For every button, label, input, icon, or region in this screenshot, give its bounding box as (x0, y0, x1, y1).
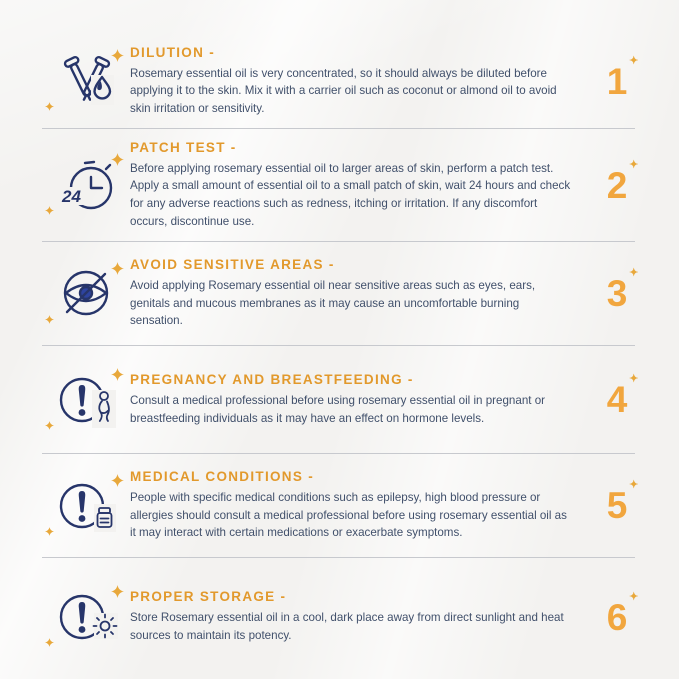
no-eye-icon-svg (54, 262, 118, 326)
section-row-medical-conditions (42, 454, 653, 557)
icon-col-2 (42, 153, 130, 217)
pregnancy-alert-icon (54, 368, 118, 432)
num-col-1 (581, 54, 653, 102)
content-col-1 (130, 45, 581, 118)
step-number-badge (606, 590, 639, 638)
section-row-avoid-sensitive-areas (42, 242, 653, 345)
icon-col-3 (42, 262, 130, 326)
section-row-dilution (42, 34, 653, 128)
step-number-badge (606, 54, 639, 102)
sparkle-icon (45, 102, 54, 111)
section-title: PATCH TEST - (130, 139, 237, 155)
icon-col-6 (42, 585, 130, 649)
sparkle-icon (45, 206, 54, 215)
sparkle-icon: ✦ (629, 590, 639, 603)
droppers-icon-svg (54, 49, 118, 113)
section-body: Avoid applying Rosemary essential oil near sensitive areas such as eyes, ears, genitals and mucous membranes as it may cause an uncomfortable burning sensation. (130, 279, 536, 328)
sparkle-icon (45, 638, 54, 647)
step-number: 4 (606, 379, 628, 420)
content-col-6 (130, 589, 581, 644)
num-col-2 (581, 158, 653, 206)
sparkle-icon: ✦ (629, 267, 639, 279)
sparkle-icon: ✦ (629, 158, 639, 171)
section-title: AVOID SENSITIVE AREAS - (130, 257, 335, 273)
sparkle-icon: ✦ (629, 54, 639, 67)
num-col-3 (581, 267, 653, 314)
section-title: PREGNANCY AND BREASTFEEDING - (130, 371, 414, 387)
sparkle-icon (111, 585, 124, 598)
sparkle-icon (45, 527, 54, 536)
step-number: 3 (606, 273, 628, 314)
storage-sun-alert-icon-svg (54, 585, 118, 649)
clock-24-icon (54, 153, 118, 217)
pregnancy-alert-icon-svg (54, 368, 118, 432)
clock-24-icon-svg (54, 153, 118, 217)
droppers-icon (54, 49, 118, 113)
sparkle-icon (111, 49, 124, 62)
section-body: Consult a medical professional before using rosemary essential oil in pregnant or breastfeeding individuals as it may have an effect on hormone levels. (130, 393, 546, 425)
medication-alert-icon-svg (54, 474, 118, 538)
step-number-badge (606, 479, 639, 526)
icon-col-4 (42, 368, 130, 432)
sparkle-icon (111, 368, 124, 381)
svg-text:24: 24 (62, 187, 81, 206)
section-row-pregnancy-breastfeeding (42, 346, 653, 453)
icon-col-1 (42, 49, 130, 113)
section-body: People with specific medical conditions such as epilepsy, high blood pressure or allergies should consult a medical professional before using rosemary essential oil as it may interact with certain medications or exacerbate symptoms. (130, 491, 567, 540)
medication-alert-icon (54, 474, 118, 538)
section-title: MEDICAL CONDITIONS - (130, 469, 314, 485)
step-number: 5 (606, 485, 628, 526)
section-body: Before applying rosemary essential oil to larger areas of skin, perform a patch test. Apply a small amount of essential oil to a small patch of skin, wait 24 hours and check for any adverse reactions such as redness, itching or irritation. If any discomfort occurs, discontinue use. (130, 161, 571, 228)
section-title: DILUTION - (130, 44, 215, 60)
section-body: Rosemary essential oil is very concentrated, so it should always be diluted before applying it to the skin. Mix it with a carrier oil such as coconut or almond oil to avoid skin irritation or sensitivity. (130, 66, 557, 115)
content-col-5 (130, 469, 581, 542)
section-row-patch-test (42, 129, 653, 241)
storage-sun-alert-icon (54, 585, 118, 649)
num-col-6 (581, 590, 653, 638)
step-number: 6 (606, 596, 628, 638)
sparkle-icon (45, 315, 54, 324)
num-col-5 (581, 479, 653, 526)
section-title: PROPER STORAGE - (130, 589, 287, 605)
sparkle-icon (111, 474, 124, 487)
num-col-4 (581, 373, 653, 420)
content-col-2 (130, 140, 581, 230)
section-row-proper-storage (42, 558, 653, 676)
sparkle-icon (111, 153, 124, 166)
step-number: 1 (606, 60, 628, 102)
step-number-badge (606, 267, 639, 314)
content-col-3 (130, 257, 581, 330)
step-number: 2 (606, 164, 628, 206)
sparkle-icon: ✦ (629, 479, 639, 491)
content-col-4 (130, 372, 581, 427)
sparkle-icon: ✦ (629, 373, 639, 385)
sparkle-icon (111, 262, 124, 275)
section-body: Store Rosemary essential oil in a cool, dark place away from direct sunlight and heat sources to maintain its potency. (130, 611, 564, 642)
step-number-badge (606, 373, 639, 420)
no-eye-icon (54, 262, 118, 326)
step-number-badge (606, 158, 639, 206)
icon-col-5 (42, 474, 130, 538)
sparkle-icon (45, 421, 54, 430)
